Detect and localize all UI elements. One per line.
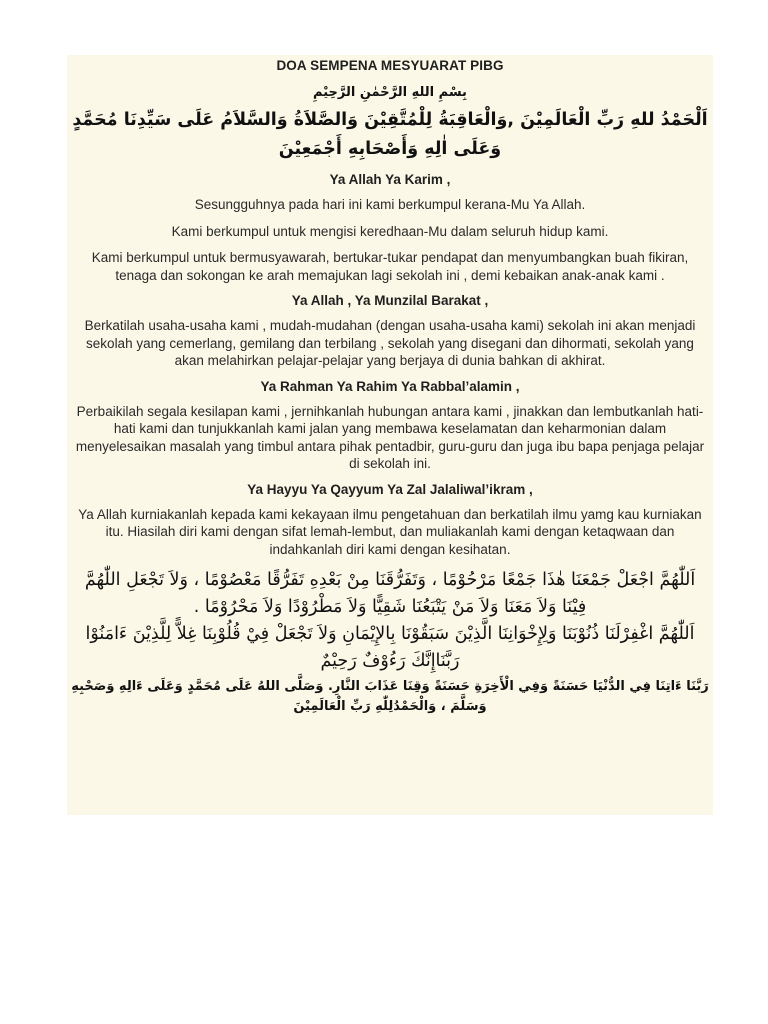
paragraph-1-3: Kami berkumpul untuk bermusyawarah, bertukar-tukar pendapat dan menyumbangkan buah fikiran, tenaga dan sokongan ke arah memajukan lagi sekolah ini , demi kebaikan anak-anak kami .: [91, 250, 689, 283]
closing-arabic-prayer-1: اَللّٰهُمَّ اجْعَلْ جَمْعَنَا هٰذَا جَمْعًا مَرْحُوْمًا ، وَتَفَرُّقَنَا مِنْ بَعْدِهِ تَفَرُّقًا مَعْصُوْمًا ، وَلاَ تَجْعَلِ اللّٰهُمَّ فِيْنَا وَلاَ مَعَنَا وَلاَ مَنْ يَتْبَعُنَا شَقِيًّا وَلاَ مَطْرُوْدًا وَلاَ مَحْرُوْمًا .: [84, 570, 696, 617]
paragraph-2-1: Berkatilah usaha-usaha kami , mudah-mudahan (dengan usaha-usaha kami) sekolah ini akan menjadi sekolah yang cemerlang, gemilang dan terbilang , sekolah yang disegani dan dihormati, sekolah yang akan melahirkan pelajar-pelajar yang berjaya di dunia bahkan di akhirat.: [84, 318, 696, 368]
invocation-heading-1: Ya Allah Ya Karim ,: [329, 172, 451, 187]
opening-arabic-text: اَلْحَمْدُ للهِ رَبِّ الْعَالَمِيْنَ ,وَالْعَاقِبَةُ لِلْمُتَّقِيْنَ وَالصَّلاَةُ وَالسَّلاَمُ عَلَى سَيِّدِنَا مُحَمَّدٍ وَعَلَى اٰلِهِ وَأَصْحَابِهِ أَجْمَعِيْنَ: [72, 110, 708, 159]
paragraph-1-1: Sesungguhnya pada hari ini kami berkumpul kerana-Mu Ya Allah.: [194, 197, 586, 212]
invocation-heading-2: Ya Allah , Ya Munzilal Barakat ,: [291, 293, 489, 308]
basmala-text: بِسْمِ اللهِ الرَّحْمٰنِ الرَّحِيْمِ: [313, 85, 467, 100]
invocation-heading-4: Ya Hayyu Ya Qayyum Ya Zal Jalaliwal’ikram ,: [247, 481, 533, 497]
document-title: DOA SEMPENA MESYUARAT PIBG: [276, 58, 504, 73]
invocation-heading-3: Ya Rahman Ya Rahim Ya Rabbal’alamin ,: [260, 378, 520, 394]
paragraph-1-2: Kami berkumpul untuk mengisi keredhaan-Mu dalam seluruh hidup kami.: [171, 223, 609, 239]
document-page: [67, 55, 713, 815]
closing-arabic-prayer-2: اَللّٰهُمَّ اغْفِرْلَنَا ذُنُوْبَنَا وَلِإِخْوَانِنَا الَّذِيْنَ سَبَقُوْنَا بِالإِيْمَانِ وَلاَ تَجْعَلْ فِيْ قُلُوْبِنَا غِلاًّ لِلَّذِيْنَ ءَامَنُوْا رَبَّنَاإِنَّكَ رَءُوْفٌ رَحِيْمٌ: [85, 624, 695, 671]
paragraph-4-1: Ya Allah kurniakanlah kepada kami kekayaan ilmu pengetahuan dan berkatilah ilmu yamg kau kurniakan itu. Hiasilah diri kami dengan sifat lemah-lembut, dan muliakanlah kami dengan ketaqwaan dan indahkanlah diri kami dengan kesihatan.: [78, 506, 702, 557]
paragraph-3-1: Perbaikilah segala kesilapan kami , jernihkanlah hubungan antara kami , jinakkan dan lembutkanlah hati-hati kami dan tunjukkanlah kami jalan yang membawa keselamatan dan keharmonian dalam menyelesaikan masalah yang timbul antara pihak pentadbir, guru-guru dan juga ibu bapa penjaga pelajar di sekolah ini.: [75, 403, 705, 471]
closing-arabic-prayer-3: رَبَّنَا ءَاتِنَا فِي الدُّنْيَا حَسَنَةً وَفِي الْأَخِرَةِ حَسَنَةً وَقِنَا عَذَابَ النَّارِ. وَصَلَّى اللهُ عَلَى مُحَمَّدٍ وَعَلَى ءَالِهِ وَصَحْبِهِ وَسَلَّمَ ، وَالْحَمْدُلِلّٰهِ رَبِّ الْعَالَمِيْنَ: [71, 679, 709, 714]
